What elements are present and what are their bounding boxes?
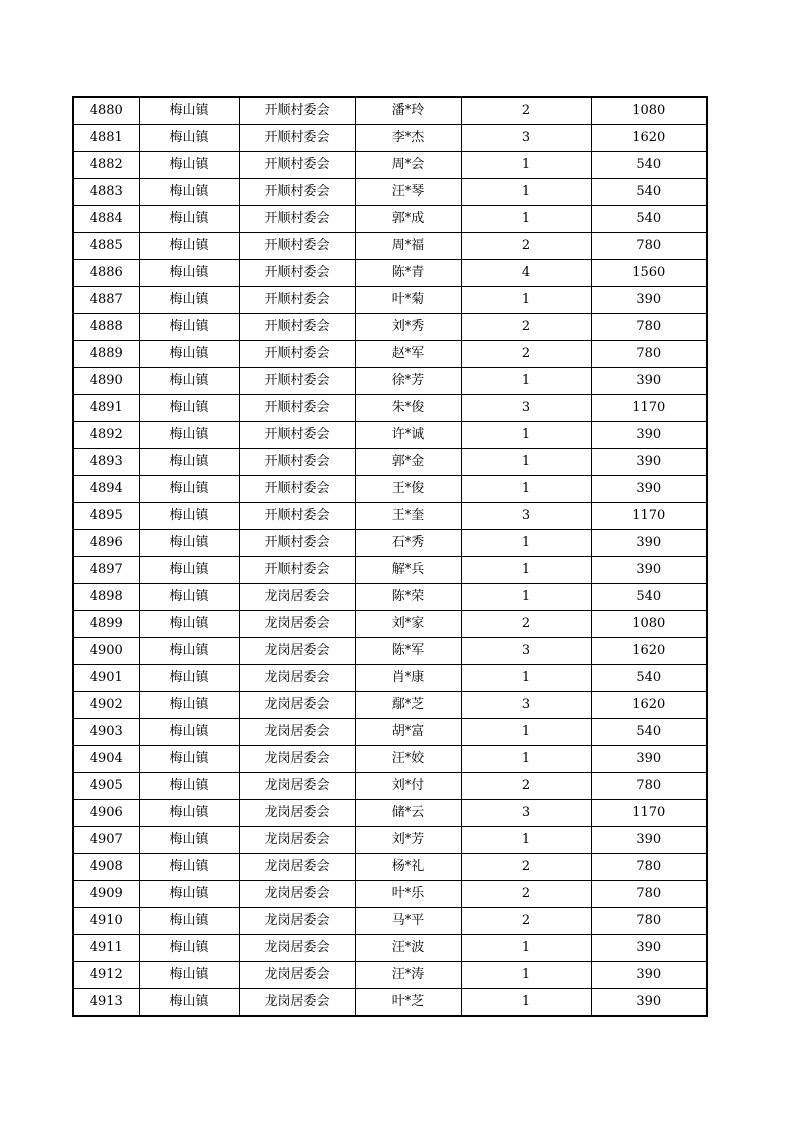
count-cell: 3 <box>461 800 591 827</box>
count-cell: 1 <box>461 989 591 1017</box>
town-cell: 梅山镇 <box>139 260 239 287</box>
name-cell: 王*奎 <box>355 503 461 530</box>
name-cell: 徐*芳 <box>355 368 461 395</box>
count-cell: 2 <box>461 233 591 260</box>
name-cell: 潘*玲 <box>355 97 461 125</box>
row-number-cell: 4906 <box>73 800 139 827</box>
row-number-cell: 4893 <box>73 449 139 476</box>
count-cell: 2 <box>461 611 591 638</box>
town-cell: 梅山镇 <box>139 611 239 638</box>
count-cell: 1 <box>461 827 591 854</box>
row-number-cell: 4886 <box>73 260 139 287</box>
row-number-cell: 4881 <box>73 125 139 152</box>
row-number-cell: 4883 <box>73 179 139 206</box>
table-row <box>73 962 707 989</box>
committee-cell: 开顺村委会 <box>239 125 355 152</box>
town-cell: 梅山镇 <box>139 368 239 395</box>
name-cell: 汪*琴 <box>355 179 461 206</box>
row-number-cell: 4880 <box>73 97 139 125</box>
town-cell: 梅山镇 <box>139 827 239 854</box>
table-row <box>73 341 707 368</box>
name-cell: 周*福 <box>355 233 461 260</box>
amount-cell: 780 <box>591 341 707 368</box>
committee-cell: 开顺村委会 <box>239 395 355 422</box>
town-cell: 梅山镇 <box>139 908 239 935</box>
table-row <box>73 368 707 395</box>
town-cell: 梅山镇 <box>139 179 239 206</box>
count-cell: 3 <box>461 395 591 422</box>
town-cell: 梅山镇 <box>139 449 239 476</box>
amount-cell: 780 <box>591 314 707 341</box>
name-cell: 刘*付 <box>355 773 461 800</box>
name-cell: 王*俊 <box>355 476 461 503</box>
row-number-cell: 4901 <box>73 665 139 692</box>
town-cell: 梅山镇 <box>139 746 239 773</box>
row-number-cell: 4902 <box>73 692 139 719</box>
count-cell: 2 <box>461 341 591 368</box>
count-cell: 1 <box>461 422 591 449</box>
count-cell: 1 <box>461 476 591 503</box>
row-number-cell: 4905 <box>73 773 139 800</box>
town-cell: 梅山镇 <box>139 530 239 557</box>
town-cell: 梅山镇 <box>139 773 239 800</box>
count-cell: 2 <box>461 97 591 125</box>
count-cell: 1 <box>461 287 591 314</box>
name-cell: 肖*康 <box>355 665 461 692</box>
amount-cell: 540 <box>591 584 707 611</box>
committee-cell: 开顺村委会 <box>239 476 355 503</box>
committee-cell: 开顺村委会 <box>239 341 355 368</box>
amount-cell: 540 <box>591 179 707 206</box>
committee-cell: 开顺村委会 <box>239 530 355 557</box>
row-number-cell: 4897 <box>73 557 139 584</box>
committee-cell: 开顺村委会 <box>239 287 355 314</box>
table-row <box>73 557 707 584</box>
amount-cell: 780 <box>591 773 707 800</box>
amount-cell: 390 <box>591 935 707 962</box>
count-cell: 1 <box>461 665 591 692</box>
amount-cell: 1170 <box>591 800 707 827</box>
count-cell: 1 <box>461 179 591 206</box>
committee-cell: 龙岗居委会 <box>239 719 355 746</box>
name-cell: 刘*秀 <box>355 314 461 341</box>
count-cell: 1 <box>461 962 591 989</box>
table-row <box>73 719 707 746</box>
row-number-cell: 4889 <box>73 341 139 368</box>
count-cell: 1 <box>461 746 591 773</box>
committee-cell: 开顺村委会 <box>239 449 355 476</box>
count-cell: 1 <box>461 584 591 611</box>
table-row <box>73 935 707 962</box>
committee-cell: 龙岗居委会 <box>239 989 355 1017</box>
amount-cell: 540 <box>591 719 707 746</box>
name-cell: 叶*芝 <box>355 989 461 1017</box>
committee-cell: 龙岗居委会 <box>239 800 355 827</box>
row-number-cell: 4890 <box>73 368 139 395</box>
table-row <box>73 503 707 530</box>
name-cell: 刘*家 <box>355 611 461 638</box>
count-cell: 3 <box>461 125 591 152</box>
committee-cell: 龙岗居委会 <box>239 773 355 800</box>
name-cell: 郭*成 <box>355 206 461 233</box>
count-cell: 1 <box>461 530 591 557</box>
committee-cell: 龙岗居委会 <box>239 611 355 638</box>
name-cell: 李*杰 <box>355 125 461 152</box>
row-number-cell: 4898 <box>73 584 139 611</box>
amount-cell: 1620 <box>591 125 707 152</box>
row-number-cell: 4899 <box>73 611 139 638</box>
amount-cell: 1170 <box>591 503 707 530</box>
table-row <box>73 854 707 881</box>
table-row <box>73 692 707 719</box>
town-cell: 梅山镇 <box>139 341 239 368</box>
amount-cell: 780 <box>591 908 707 935</box>
committee-cell: 龙岗居委会 <box>239 692 355 719</box>
town-cell: 梅山镇 <box>139 989 239 1017</box>
table-row <box>73 638 707 665</box>
row-number-cell: 4904 <box>73 746 139 773</box>
name-cell: 陈*军 <box>355 638 461 665</box>
table-row <box>73 530 707 557</box>
town-cell: 梅山镇 <box>139 395 239 422</box>
town-cell: 梅山镇 <box>139 692 239 719</box>
amount-cell: 390 <box>591 746 707 773</box>
town-cell: 梅山镇 <box>139 503 239 530</box>
row-number-cell: 4900 <box>73 638 139 665</box>
table-row <box>73 476 707 503</box>
name-cell: 汪*姣 <box>355 746 461 773</box>
amount-cell: 540 <box>591 206 707 233</box>
amount-cell: 390 <box>591 422 707 449</box>
town-cell: 梅山镇 <box>139 962 239 989</box>
count-cell: 1 <box>461 935 591 962</box>
row-number-cell: 4913 <box>73 989 139 1017</box>
table-row <box>73 908 707 935</box>
name-cell: 叶*菊 <box>355 287 461 314</box>
committee-cell: 龙岗居委会 <box>239 746 355 773</box>
row-number-cell: 4912 <box>73 962 139 989</box>
town-cell: 梅山镇 <box>139 584 239 611</box>
table-row <box>73 233 707 260</box>
amount-cell: 780 <box>591 854 707 881</box>
town-cell: 梅山镇 <box>139 557 239 584</box>
count-cell: 1 <box>461 206 591 233</box>
amount-cell: 390 <box>591 287 707 314</box>
name-cell: 汪*涛 <box>355 962 461 989</box>
table-row <box>73 152 707 179</box>
count-cell: 2 <box>461 908 591 935</box>
amount-cell: 1620 <box>591 692 707 719</box>
committee-cell: 龙岗居委会 <box>239 962 355 989</box>
town-cell: 梅山镇 <box>139 665 239 692</box>
committee-cell: 龙岗居委会 <box>239 827 355 854</box>
name-cell: 陈*青 <box>355 260 461 287</box>
name-cell: 鄢*芝 <box>355 692 461 719</box>
name-cell: 陈*荣 <box>355 584 461 611</box>
count-cell: 1 <box>461 449 591 476</box>
table-row <box>73 881 707 908</box>
table-row <box>73 206 707 233</box>
name-cell: 许*诚 <box>355 422 461 449</box>
name-cell: 储*云 <box>355 800 461 827</box>
name-cell: 胡*富 <box>355 719 461 746</box>
town-cell: 梅山镇 <box>139 152 239 179</box>
row-number-cell: 4888 <box>73 314 139 341</box>
town-cell: 梅山镇 <box>139 206 239 233</box>
town-cell: 梅山镇 <box>139 422 239 449</box>
count-cell: 1 <box>461 368 591 395</box>
town-cell: 梅山镇 <box>139 97 239 125</box>
row-number-cell: 4896 <box>73 530 139 557</box>
table-row <box>73 746 707 773</box>
amount-cell: 1080 <box>591 611 707 638</box>
town-cell: 梅山镇 <box>139 719 239 746</box>
amount-cell: 390 <box>591 368 707 395</box>
committee-cell: 开顺村委会 <box>239 314 355 341</box>
count-cell: 2 <box>461 881 591 908</box>
name-cell: 石*秀 <box>355 530 461 557</box>
table-row <box>73 395 707 422</box>
row-number-cell: 4882 <box>73 152 139 179</box>
row-number-cell: 4895 <box>73 503 139 530</box>
committee-cell: 开顺村委会 <box>239 233 355 260</box>
committee-cell: 开顺村委会 <box>239 422 355 449</box>
town-cell: 梅山镇 <box>139 854 239 881</box>
amount-cell: 390 <box>591 989 707 1017</box>
amount-cell: 540 <box>591 152 707 179</box>
committee-cell: 开顺村委会 <box>239 260 355 287</box>
count-cell: 2 <box>461 314 591 341</box>
count-cell: 3 <box>461 692 591 719</box>
table-row <box>73 287 707 314</box>
amount-cell: 390 <box>591 962 707 989</box>
committee-cell: 龙岗居委会 <box>239 854 355 881</box>
count-cell: 3 <box>461 503 591 530</box>
name-cell: 朱*俊 <box>355 395 461 422</box>
amount-cell: 780 <box>591 233 707 260</box>
row-number-cell: 4903 <box>73 719 139 746</box>
committee-cell: 龙岗居委会 <box>239 638 355 665</box>
amount-cell: 390 <box>591 530 707 557</box>
amount-cell: 1170 <box>591 395 707 422</box>
table-row <box>73 989 707 1017</box>
row-number-cell: 4891 <box>73 395 139 422</box>
committee-cell: 开顺村委会 <box>239 179 355 206</box>
committee-cell: 开顺村委会 <box>239 206 355 233</box>
amount-cell: 390 <box>591 557 707 584</box>
committee-cell: 龙岗居委会 <box>239 908 355 935</box>
town-cell: 梅山镇 <box>139 638 239 665</box>
count-cell: 2 <box>461 773 591 800</box>
row-number-cell: 4911 <box>73 935 139 962</box>
town-cell: 梅山镇 <box>139 935 239 962</box>
table-row <box>73 800 707 827</box>
count-cell: 2 <box>461 854 591 881</box>
committee-cell: 龙岗居委会 <box>239 935 355 962</box>
town-cell: 梅山镇 <box>139 314 239 341</box>
table-row <box>73 179 707 206</box>
table-row <box>73 314 707 341</box>
table-body <box>73 97 707 1016</box>
committee-cell: 开顺村委会 <box>239 97 355 125</box>
row-number-cell: 4907 <box>73 827 139 854</box>
table-row <box>73 827 707 854</box>
amount-cell: 1620 <box>591 638 707 665</box>
row-number-cell: 4910 <box>73 908 139 935</box>
count-cell: 1 <box>461 557 591 584</box>
amount-cell: 1080 <box>591 97 707 125</box>
name-cell: 刘*芳 <box>355 827 461 854</box>
row-number-cell: 4885 <box>73 233 139 260</box>
town-cell: 梅山镇 <box>139 233 239 260</box>
row-number-cell: 4908 <box>73 854 139 881</box>
table-row <box>73 773 707 800</box>
amount-cell: 390 <box>591 476 707 503</box>
committee-cell: 开顺村委会 <box>239 503 355 530</box>
amount-cell: 390 <box>591 827 707 854</box>
data-table <box>72 96 708 1017</box>
town-cell: 梅山镇 <box>139 476 239 503</box>
committee-cell: 开顺村委会 <box>239 368 355 395</box>
town-cell: 梅山镇 <box>139 287 239 314</box>
row-number-cell: 4887 <box>73 287 139 314</box>
table-row <box>73 584 707 611</box>
count-cell: 4 <box>461 260 591 287</box>
name-cell: 解*兵 <box>355 557 461 584</box>
name-cell: 杨*礼 <box>355 854 461 881</box>
table-row <box>73 260 707 287</box>
committee-cell: 龙岗居委会 <box>239 881 355 908</box>
name-cell: 叶*乐 <box>355 881 461 908</box>
count-cell: 3 <box>461 638 591 665</box>
row-number-cell: 4884 <box>73 206 139 233</box>
count-cell: 1 <box>461 152 591 179</box>
row-number-cell: 4894 <box>73 476 139 503</box>
committee-cell: 开顺村委会 <box>239 557 355 584</box>
count-cell: 1 <box>461 719 591 746</box>
data-table-container <box>72 96 708 1017</box>
row-number-cell: 4892 <box>73 422 139 449</box>
amount-cell: 780 <box>591 881 707 908</box>
amount-cell: 390 <box>591 449 707 476</box>
committee-cell: 龙岗居委会 <box>239 665 355 692</box>
town-cell: 梅山镇 <box>139 125 239 152</box>
table-row <box>73 449 707 476</box>
name-cell: 汪*波 <box>355 935 461 962</box>
amount-cell: 1560 <box>591 260 707 287</box>
table-row <box>73 125 707 152</box>
name-cell: 郭*金 <box>355 449 461 476</box>
name-cell: 马*平 <box>355 908 461 935</box>
committee-cell: 开顺村委会 <box>239 152 355 179</box>
name-cell: 周*会 <box>355 152 461 179</box>
table-row <box>73 611 707 638</box>
committee-cell: 龙岗居委会 <box>239 584 355 611</box>
name-cell: 赵*军 <box>355 341 461 368</box>
row-number-cell: 4909 <box>73 881 139 908</box>
town-cell: 梅山镇 <box>139 800 239 827</box>
table-row <box>73 665 707 692</box>
table-row <box>73 97 707 125</box>
town-cell: 梅山镇 <box>139 881 239 908</box>
amount-cell: 540 <box>591 665 707 692</box>
table-row <box>73 422 707 449</box>
